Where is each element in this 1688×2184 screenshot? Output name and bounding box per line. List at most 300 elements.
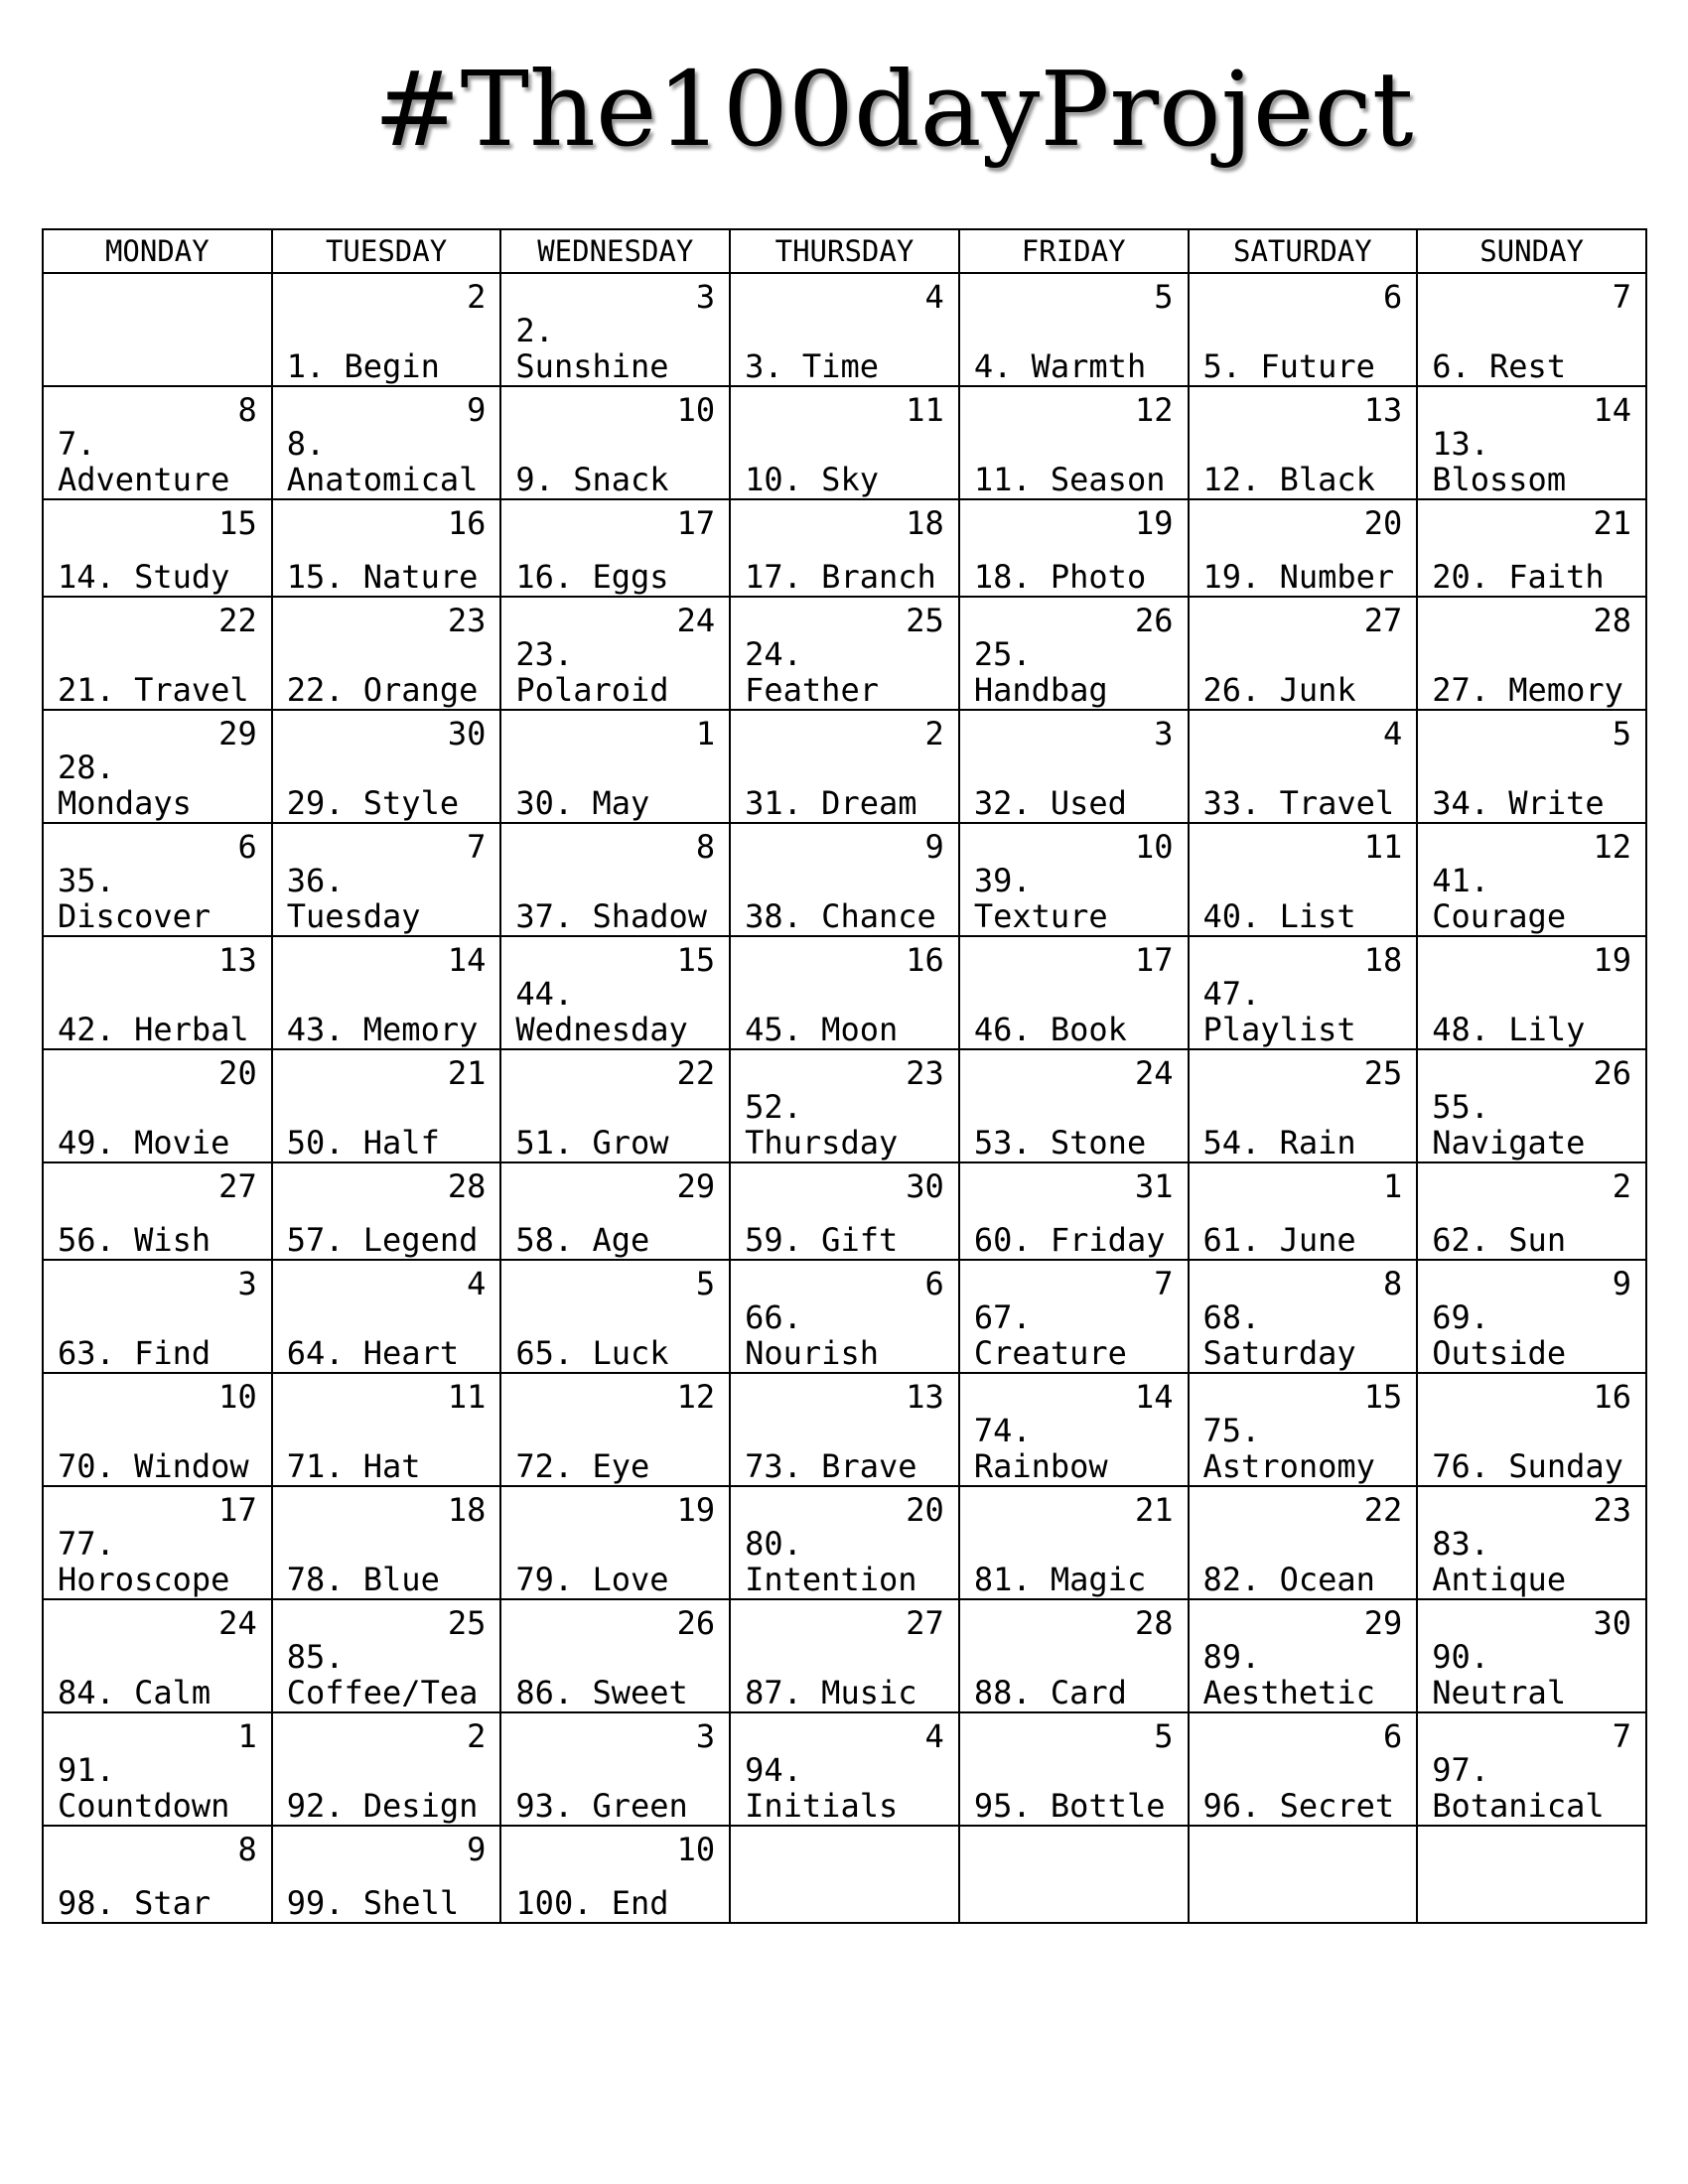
prompt-label: 54. Rain [1202,1124,1356,1161]
week-row [43,1162,1646,1260]
prompt-label: 34. Write [1432,784,1605,822]
prompt-label: 33. Travel [1202,784,1395,822]
day-cell [500,1712,730,1826]
date-number: 27 [218,1167,257,1205]
prompt-label: 15. Nature [286,558,479,596]
date-number: 22 [1363,1491,1403,1529]
prompt-label: 98. Star [58,1884,211,1922]
day-cell [500,273,730,386]
day-cell [43,936,272,1049]
date-number: 23 [906,1054,944,1092]
date-number: 24 [218,1604,257,1642]
date-number: 2 [1612,1167,1631,1205]
prompt-label: 66. Nourish [745,1298,879,1372]
day-cell [500,1373,730,1486]
prompt-label: 5. Future [1202,347,1375,385]
day-cell [43,386,272,499]
day-cell [1189,1712,1418,1826]
day-cell [43,823,272,936]
week-row [43,1486,1646,1599]
weekday-header: SUNDAY [1417,229,1646,273]
day-cell [1189,936,1418,1049]
date-number: 12 [1134,391,1174,429]
prompt-label: 45. Moon [745,1011,899,1048]
weekday-header: MONDAY [43,229,272,273]
date-number: 19 [676,1491,716,1529]
prompt-label: 94. Initials [745,1751,899,1825]
week-row [43,597,1646,710]
day-cell [1417,1712,1646,1826]
day-cell [1189,710,1418,823]
day-cell [1189,1373,1418,1486]
day-cell [43,1826,272,1923]
day-cell [272,1712,501,1826]
day-cell [730,273,959,386]
prompt-label: 88. Card [973,1674,1127,1711]
prompt-label: 29. Style [286,784,460,822]
prompt-label: 57. Legend [286,1221,479,1259]
date-number: 2 [467,278,487,316]
day-cell [500,1486,730,1599]
date-number: 14 [1134,1378,1174,1416]
day-cell [730,386,959,499]
day-cell [1189,1599,1418,1712]
day-cell [500,386,730,499]
prompt-label: 80. Intention [745,1525,917,1598]
prompt-label: 10. Sky [745,461,879,498]
prompt-label: 97. Botanical [1432,1751,1605,1825]
prompt-label: 46. Book [973,1011,1127,1048]
date-number: 3 [695,278,716,316]
day-cell [272,1162,501,1260]
date-number: 13 [1363,391,1403,429]
prompt-label: 89. Aesthetic [1202,1638,1375,1711]
day-cell [500,1826,730,1923]
date-number: 4 [924,278,944,316]
date-number: 14 [447,941,487,979]
day-cell [730,1049,959,1162]
date-number: 21 [447,1054,487,1092]
prompt-label: 53. Stone [973,1124,1147,1161]
prompt-label: 38. Chance [745,897,936,935]
date-number: 16 [906,941,944,979]
prompt-label: 22. Orange [286,671,479,709]
week-row [43,823,1646,936]
day-cell [43,1260,272,1373]
prompt-label: 24. Feather [745,635,879,709]
date-number: 21 [1593,504,1631,542]
prompt-label: 27. Memory [1432,671,1623,709]
day-cell [272,1049,501,1162]
date-number: 10 [676,1831,716,1868]
weekday-header: SATURDAY [1189,229,1418,273]
week-row [43,1049,1646,1162]
day-cell [1417,1486,1646,1599]
prompt-label: 48. Lily [1432,1011,1586,1048]
date-number: 25 [1363,1054,1403,1092]
day-cell [272,936,501,1049]
weekday-header: WEDNESDAY [500,229,730,273]
week-row [43,710,1646,823]
date-number: 17 [1134,941,1174,979]
date-number: 20 [1363,504,1403,542]
date-number: 5 [1154,278,1174,316]
weekday-header: FRIDAY [959,229,1189,273]
prompt-label: 40. List [1202,897,1356,935]
day-cell [730,1162,959,1260]
prompt-label: 59. Gift [745,1221,899,1259]
weekday-header-row [43,229,1646,273]
day-cell [959,1826,1189,1923]
date-number: 20 [218,1054,257,1092]
date-number: 5 [695,1265,716,1302]
date-number: 6 [1382,1717,1403,1755]
date-number: 12 [676,1378,716,1416]
day-cell [43,1486,272,1599]
prompt-label: 13. Blossom [1432,425,1567,498]
date-number: 28 [447,1167,487,1205]
date-number: 19 [1134,504,1174,542]
day-cell [1417,499,1646,597]
prompt-label: 52. Thursday [745,1088,899,1161]
week-row [43,1712,1646,1826]
date-number: 21 [1134,1491,1174,1529]
prompt-label: 49. Movie [58,1124,230,1161]
prompt-label: 56. Wish [58,1221,211,1259]
day-cell [959,499,1189,597]
prompt-label: 72. Eye [515,1447,650,1485]
day-cell [1189,273,1418,386]
day-cell [1189,386,1418,499]
date-number: 7 [467,828,487,866]
prompt-label: 18. Photo [973,558,1147,596]
date-number: 7 [1154,1265,1174,1302]
date-number: 20 [906,1491,944,1529]
day-cell [500,710,730,823]
prompt-label: 81. Magic [973,1561,1147,1598]
day-cell [500,499,730,597]
prompt-label: 37. Shadow [515,897,708,935]
prompt-label: 67. Creature [973,1298,1127,1372]
date-number: 8 [237,391,257,429]
day-cell [1189,597,1418,710]
prompt-label: 64. Heart [286,1334,460,1372]
day-cell [959,1260,1189,1373]
date-number: 30 [1593,1604,1631,1642]
prompt-label: 96. Secret [1202,1787,1395,1825]
prompt-label: 62. Sun [1432,1221,1567,1259]
prompt-label: 99. Shell [286,1884,460,1922]
prompt-label: 95. Bottle [973,1787,1166,1825]
date-number: 11 [906,391,944,429]
day-cell [500,1599,730,1712]
prompt-label: 31. Dream [745,784,917,822]
day-cell [43,1162,272,1260]
prompt-label: 41. Courage [1432,862,1567,935]
day-cell [1417,1373,1646,1486]
date-number: 1 [695,715,716,752]
date-number: 4 [1382,715,1403,752]
date-number: 3 [237,1265,257,1302]
day-cell [1417,823,1646,936]
calendar-grid [42,228,1647,1924]
date-number: 23 [1593,1491,1631,1529]
prompt-label: 7. Adventure [58,425,230,498]
day-cell [730,1712,959,1826]
day-cell [500,1049,730,1162]
day-cell [272,597,501,710]
prompt-label: 87. Music [745,1674,917,1711]
date-number: 18 [1363,941,1403,979]
day-cell [1417,1260,1646,1373]
date-number: 18 [447,1491,487,1529]
date-number: 26 [1134,602,1174,639]
date-number: 15 [676,941,716,979]
prompt-label: 60. Friday [973,1221,1166,1259]
day-cell [959,1162,1189,1260]
day-cell [500,936,730,1049]
date-number: 27 [906,1604,944,1642]
date-number: 16 [1593,1378,1631,1416]
date-number: 8 [237,1831,257,1868]
weekday-header: TUESDAY [272,229,501,273]
date-number: 9 [467,1831,487,1868]
prompt-label: 83. Antique [1432,1525,1567,1598]
week-row [43,936,1646,1049]
day-cell [272,273,501,386]
day-cell [959,1049,1189,1162]
day-cell [500,1162,730,1260]
day-cell [272,1260,501,1373]
day-cell [43,597,272,710]
day-cell [730,499,959,597]
day-cell [1417,597,1646,710]
date-number: 5 [1612,715,1631,752]
prompt-label: 63. Find [58,1334,211,1372]
day-cell [959,936,1189,1049]
prompt-label: 79. Love [515,1561,669,1598]
day-cell [730,936,959,1049]
date-number: 27 [1363,602,1403,639]
day-cell [1417,1826,1646,1923]
date-number: 26 [676,1604,716,1642]
day-cell [1189,499,1418,597]
prompt-label: 30. May [515,784,650,822]
prompt-label: 25. Handbag [973,635,1108,709]
date-number: 7 [1612,278,1631,316]
date-number: 29 [676,1167,716,1205]
day-cell [272,1486,501,1599]
prompt-label: 2. Sunshine [515,312,669,385]
day-cell [959,1373,1189,1486]
prompt-label: 43. Memory [286,1011,479,1048]
prompt-label: 8. Anatomical [286,425,479,498]
date-number: 4 [924,1717,944,1755]
date-number: 6 [1382,278,1403,316]
date-number: 6 [924,1265,944,1302]
day-cell [959,386,1189,499]
prompt-label: 36. Tuesday [286,862,421,935]
date-number: 9 [1612,1265,1631,1302]
date-number: 13 [906,1378,944,1416]
prompt-label: 76. Sunday [1432,1447,1623,1485]
prompt-label: 74. Rainbow [973,1412,1108,1485]
prompt-label: 17. Branch [745,558,936,596]
date-number: 14 [1593,391,1631,429]
date-number: 31 [1134,1167,1174,1205]
day-cell [43,1373,272,1486]
prompt-label: 1. Begin [286,347,440,385]
day-cell [1417,386,1646,499]
date-number: 3 [1154,715,1174,752]
day-cell [272,1373,501,1486]
day-cell [959,710,1189,823]
prompt-label: 77. Horoscope [58,1525,230,1598]
date-number: 6 [237,828,257,866]
prompt-label: 86. Sweet [515,1674,688,1711]
prompt-label: 21. Travel [58,671,249,709]
prompt-label: 9. Snack [515,461,669,498]
day-cell [730,823,959,936]
date-number: 17 [218,1491,257,1529]
prompt-label: 92. Design [286,1787,479,1825]
date-number: 5 [1154,1717,1174,1755]
week-row [43,273,1646,386]
prompt-label: 61. June [1202,1221,1356,1259]
date-number: 18 [906,504,944,542]
date-number: 7 [1612,1717,1631,1755]
day-cell [500,1260,730,1373]
day-cell [1189,1826,1418,1923]
week-row [43,1373,1646,1486]
date-number: 4 [467,1265,487,1302]
prompt-label: 12. Black [1202,461,1375,498]
day-cell [730,1599,959,1712]
day-cell [1417,936,1646,1049]
prompt-label: 23. Polaroid [515,635,669,709]
date-number: 1 [1382,1167,1403,1205]
prompt-label: 16. Eggs [515,558,669,596]
date-number: 17 [676,504,716,542]
date-number: 10 [676,391,716,429]
week-row [43,1599,1646,1712]
date-number: 26 [1593,1054,1631,1092]
date-number: 3 [695,1717,716,1755]
date-number: 1 [237,1717,257,1755]
day-cell [1417,1599,1646,1712]
prompt-label: 39. Texture [973,862,1108,935]
date-number: 15 [218,504,257,542]
prompt-label: 100. End [515,1884,669,1922]
day-cell [272,1599,501,1712]
prompt-label: 85. Coffee/Tea [286,1638,479,1711]
prompt-label: 75. Astronomy [1202,1412,1375,1485]
prompt-label: 71. Hat [286,1447,421,1485]
prompt-label: 91. Countdown [58,1751,230,1825]
prompt-label: 69. Outside [1432,1298,1567,1372]
prompt-label: 51. Grow [515,1124,669,1161]
prompt-label: 70. Window [58,1447,249,1485]
date-number: 8 [1382,1265,1403,1302]
prompt-label: 32. Used [973,784,1127,822]
prompt-label: 90. Neutral [1432,1638,1567,1711]
date-number: 2 [467,1717,487,1755]
date-number: 30 [447,715,487,752]
prompt-label: 68. Saturday [1202,1298,1356,1372]
day-cell [1189,1049,1418,1162]
prompt-label: 3. Time [745,347,879,385]
date-number: 29 [218,715,257,752]
day-cell [730,597,959,710]
day-cell [500,823,730,936]
week-row [43,499,1646,597]
page-title: #The100dayProject [373,49,1414,170]
day-cell [43,499,272,597]
day-cell [959,1599,1189,1712]
day-cell [730,1260,959,1373]
weekday-header: THURSDAY [730,229,959,273]
day-cell [959,273,1189,386]
day-cell [730,1373,959,1486]
prompt-label: 20. Faith [1432,558,1605,596]
day-cell [1417,1162,1646,1260]
day-cell [272,823,501,936]
date-number: 22 [218,602,257,639]
prompt-label: 78. Blue [286,1561,440,1598]
date-number: 16 [447,504,487,542]
prompt-label: 14. Study [58,558,230,596]
day-cell [959,823,1189,936]
date-number: 24 [676,602,716,639]
prompt-label: 84. Calm [58,1674,211,1711]
day-cell [43,273,272,386]
day-cell [1417,273,1646,386]
day-cell [1417,1049,1646,1162]
day-cell [272,499,501,597]
day-cell [1189,1260,1418,1373]
date-number: 9 [467,391,487,429]
day-cell [730,710,959,823]
date-number: 12 [1593,828,1631,866]
date-number: 29 [1363,1604,1403,1642]
prompt-label: 82. Ocean [1202,1561,1375,1598]
day-cell [730,1826,959,1923]
prompt-label: 28. Mondays [58,749,192,822]
date-number: 11 [447,1378,487,1416]
week-row [43,1826,1646,1923]
date-number: 13 [218,941,257,979]
day-cell [272,1826,501,1923]
day-cell [959,1486,1189,1599]
week-row [43,386,1646,499]
day-cell [959,597,1189,710]
day-cell [1189,1486,1418,1599]
day-cell [43,1712,272,1826]
date-number: 28 [1134,1604,1174,1642]
prompt-label: 58. Age [515,1221,650,1259]
prompt-label: 4. Warmth [973,347,1147,385]
day-cell [1417,710,1646,823]
prompt-label: 44. Wednesday [515,975,688,1048]
prompt-label: 73. Brave [745,1447,917,1485]
day-cell [43,1049,272,1162]
date-number: 28 [1593,602,1631,639]
date-number: 11 [1363,828,1403,866]
prompt-label: 47. Playlist [1202,975,1356,1048]
date-number: 8 [695,828,716,866]
prompt-label: 55. Navigate [1432,1088,1586,1161]
day-cell [1189,823,1418,936]
